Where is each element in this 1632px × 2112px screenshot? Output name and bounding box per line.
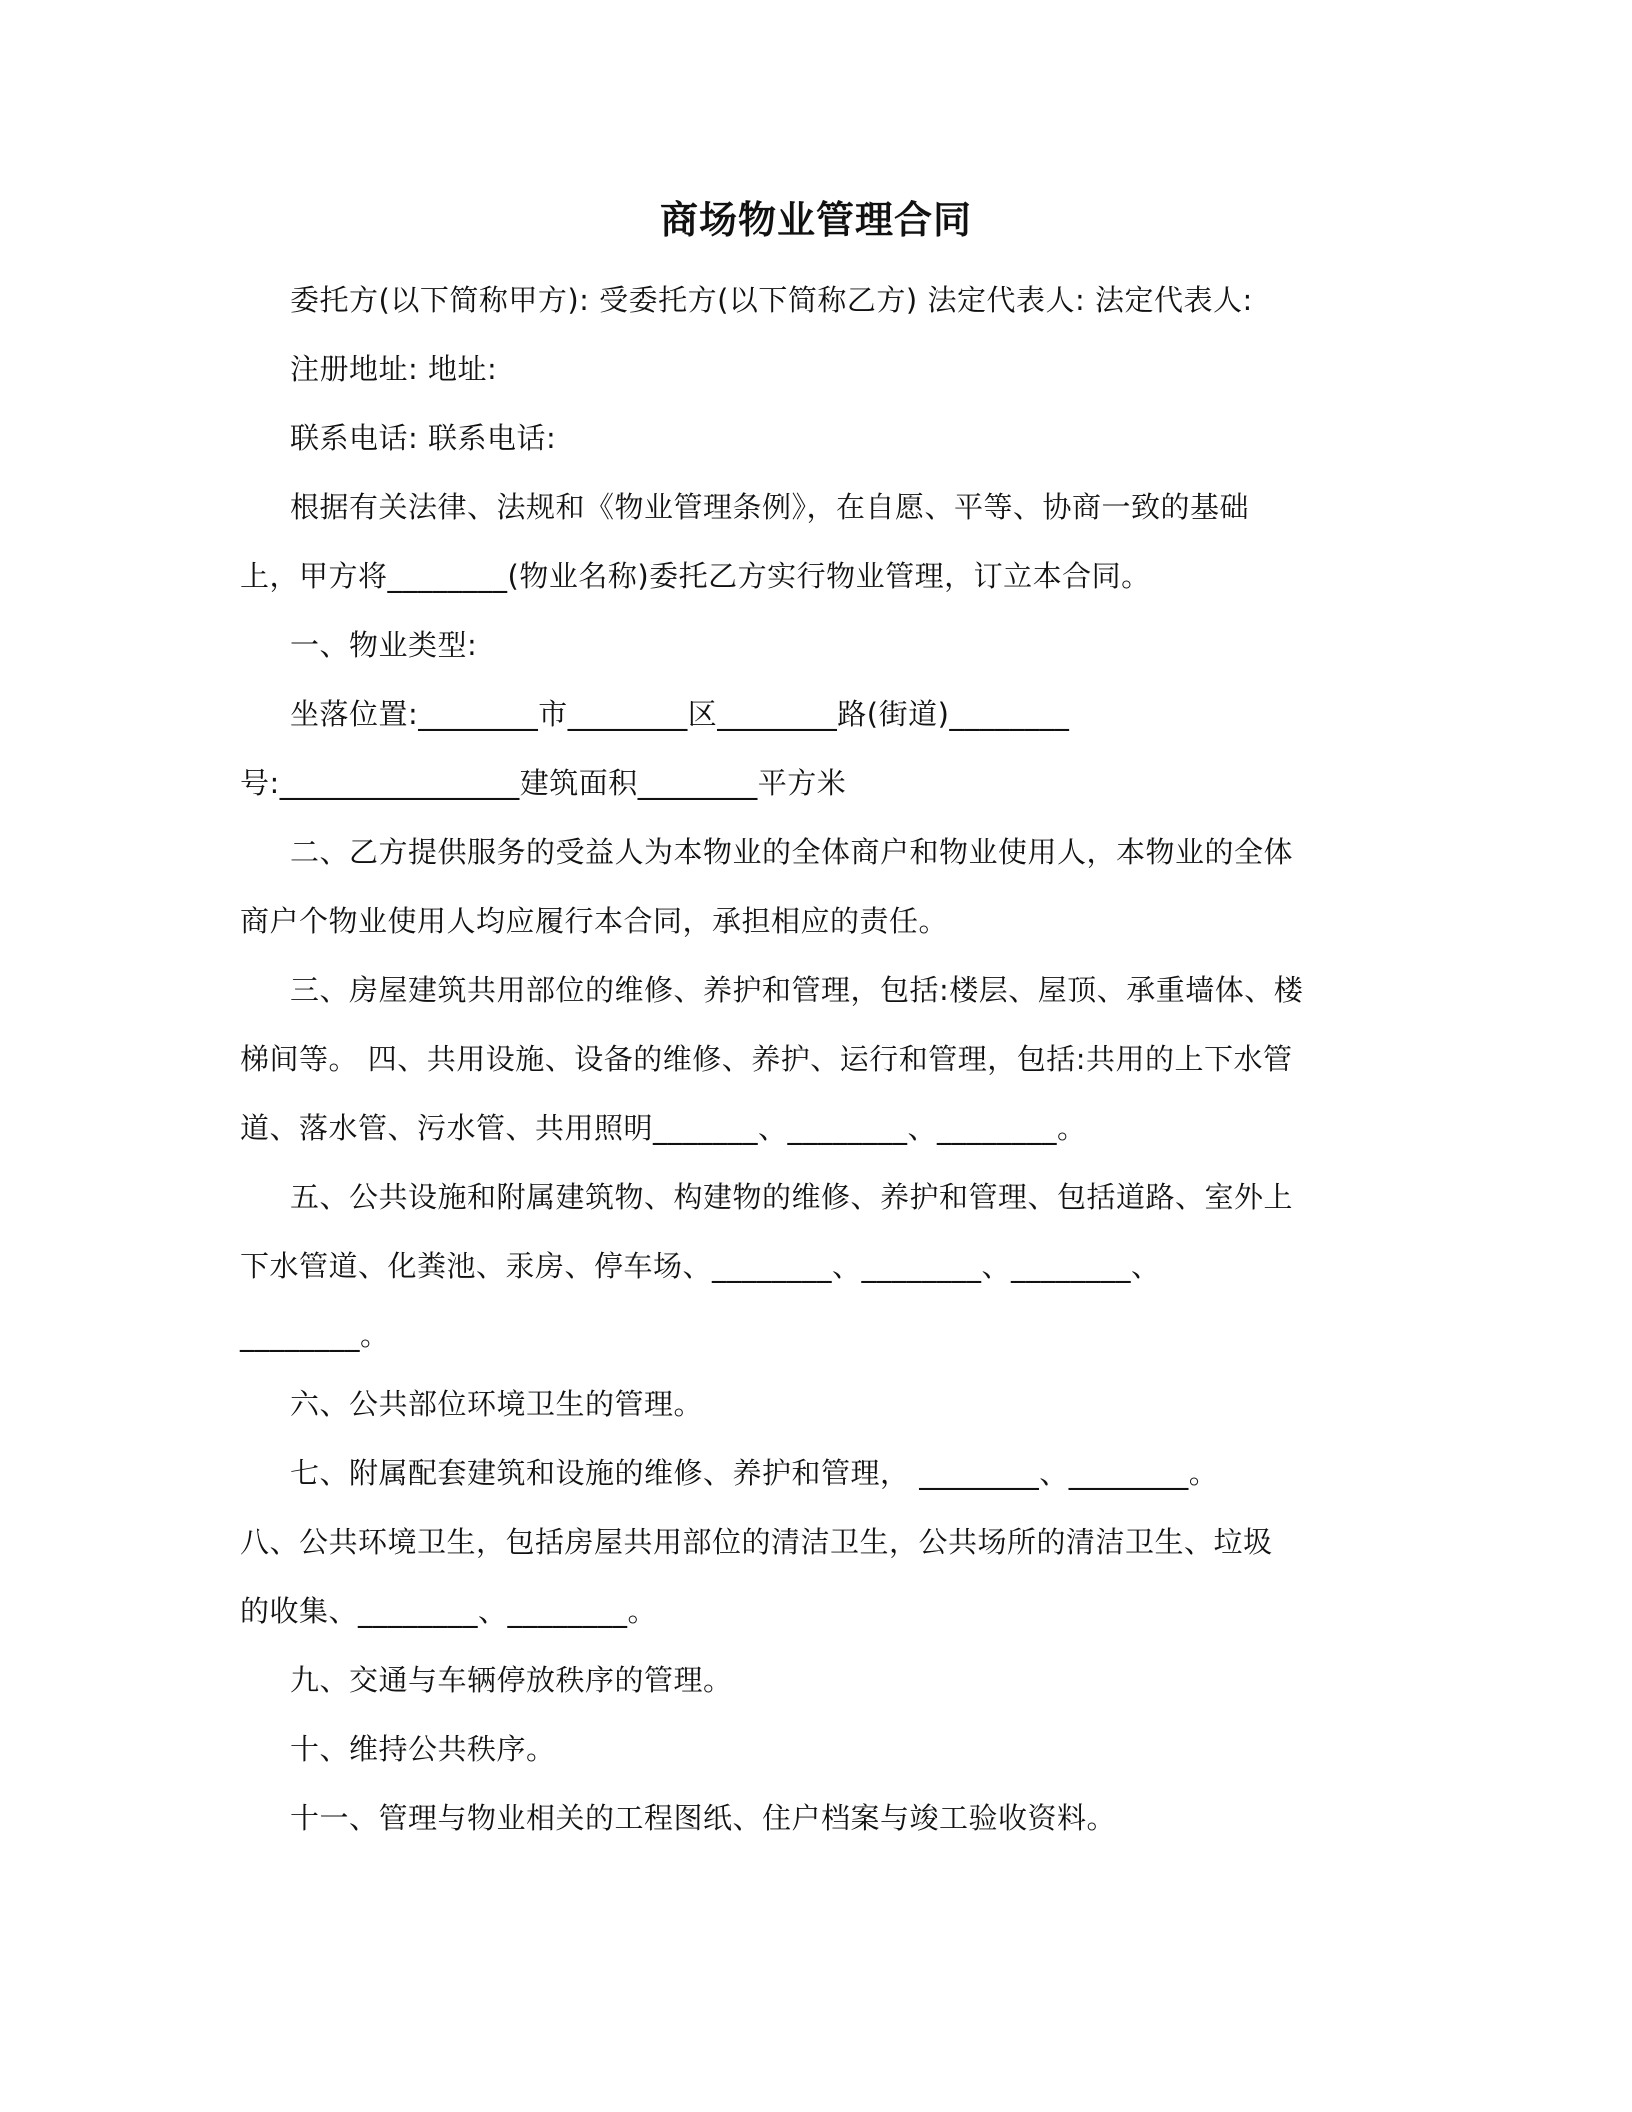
clause-2-line-2: 商户个物业使用人均应履行本合同，承担相应的责任。 [240, 904, 949, 938]
clause-3-line-2: 梯间等。 四、共用设施、设备的维修、养护、运行和管理，包括:共用的上下水管 [240, 1042, 1293, 1076]
preamble-line-2: 上，甲方将________(物业名称)委托乙方实行物业管理，订立本合同。 [240, 559, 1151, 593]
clause-3-line-1: 三、房屋建筑共用部位的维修、养护和管理，包括:楼层、屋顶、承重墙体、楼 [290, 973, 1304, 1007]
clause-8-line-2: 的收集、________、________。 [240, 1594, 658, 1628]
party-names-line: 委托方(以下简称甲方): 受委托方(以下简称乙方) 法定代表人: 法定代表人: [290, 283, 1253, 317]
clause-11-line: 十一、管理与物业相关的工程图纸、住户档案与竣工验收资料。 [290, 1801, 1117, 1835]
clause-6-line: 六、公共部位环境卫生的管理。 [290, 1387, 704, 1421]
phone-line: 联系电话: 联系电话: [290, 421, 557, 455]
clause-2-line-1: 二、乙方提供服务的受益人为本物业的全体商户和物业使用人，本物业的全体 [290, 835, 1294, 869]
clause-10-line: 十、维持公共秩序。 [290, 1732, 556, 1766]
clause-7-line: 七、附属配套建筑和设施的维修、养护和管理， ________、________。 [290, 1456, 1219, 1490]
clause-1-heading: 一、物业类型: [290, 628, 478, 662]
clause-9-line: 九、交通与车辆停放秩序的管理。 [290, 1663, 733, 1697]
document-title: 商场物业管理合同 [659, 198, 972, 242]
location-line-1: 坐落位置:________市________区________路(街道)________ [290, 697, 1070, 731]
clause-5-line-1: 五、公共设施和附属建筑物、构建物的维修、养护和管理、包括道路、室外上 [290, 1180, 1294, 1214]
clause-5-line-2: 下水管道、化粪池、汞房、停车场、________、________、________、 [240, 1249, 1161, 1283]
clause-8-line-1: 八、公共环境卫生，包括房屋共用部位的清洁卫生，公共场所的清洁卫生、垃圾 [240, 1525, 1273, 1559]
address-line: 注册地址: 地址: [290, 352, 498, 386]
clause-5-line-3: ________。 [240, 1318, 390, 1352]
location-line-2: 号:________________建筑面积________平方米 [240, 766, 847, 800]
clause-4-line: 道、落水管、污水管、共用照明_______、________、________。 [240, 1111, 1087, 1145]
preamble-line-1: 根据有关法律、法规和《物业管理条例》，在自愿、平等、协商一致的基础 [290, 490, 1250, 524]
